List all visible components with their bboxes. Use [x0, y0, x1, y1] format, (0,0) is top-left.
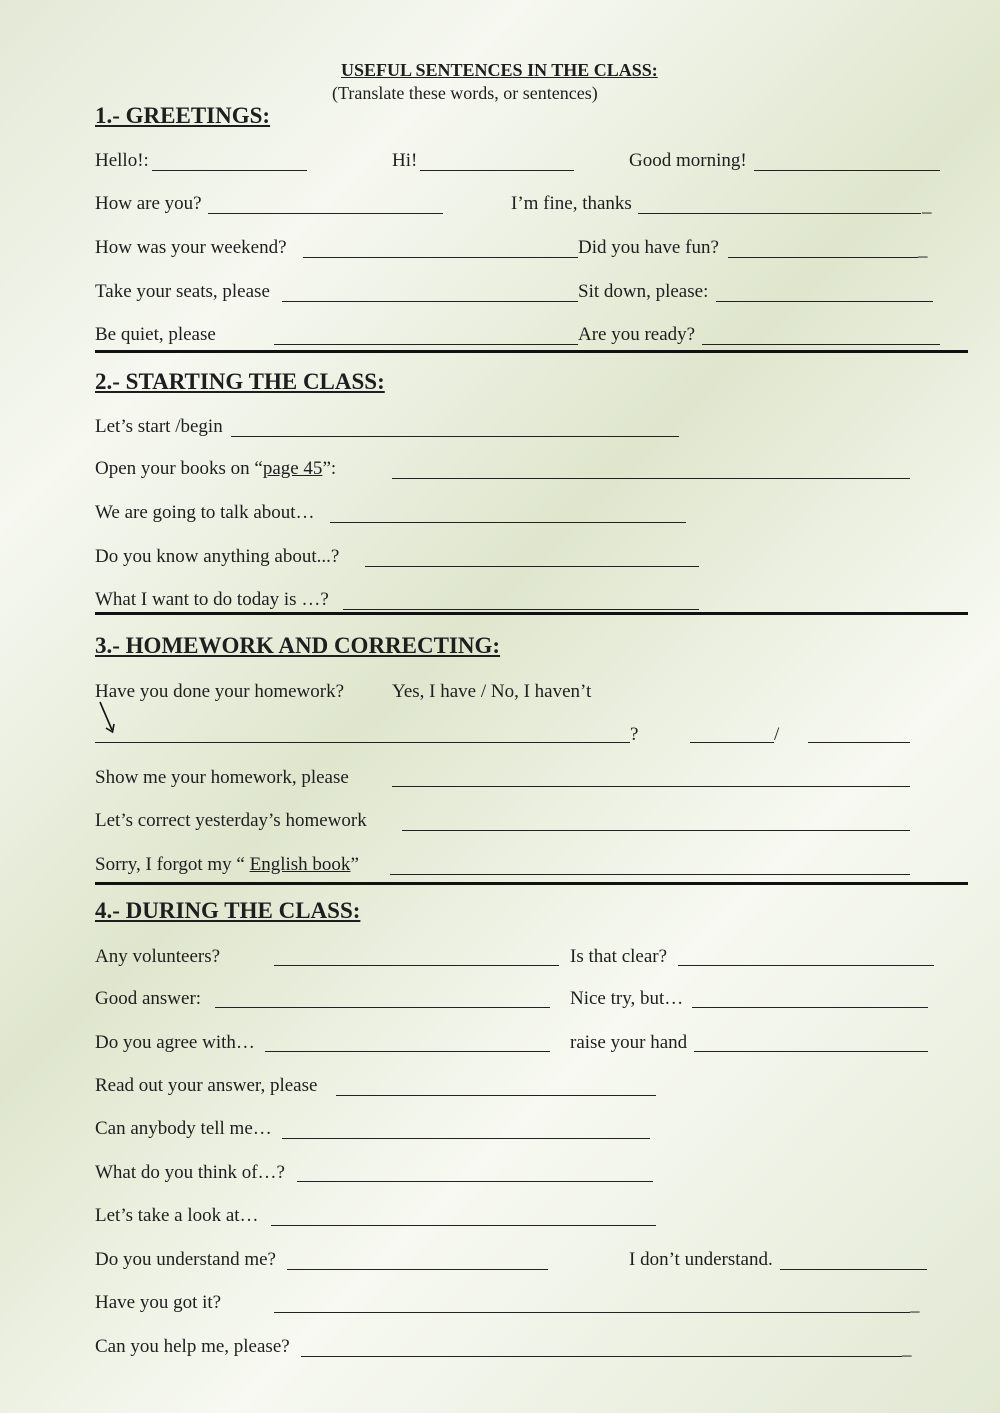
answer-line-help-me[interactable]	[301, 1356, 902, 1357]
page-number: page 45	[262, 458, 323, 479]
prompt-take-seats: Take your seats, please	[95, 281, 270, 302]
prompt-dont-understand: I don’t understand.	[629, 1249, 773, 1270]
answer-line-good-answer[interactable]	[215, 1007, 550, 1008]
prompt-fun: Did you have fun?	[578, 237, 719, 258]
answer-line-open-books[interactable]	[392, 478, 910, 479]
prompt-hello: Hello!:	[95, 150, 149, 171]
prompt-good-answer: Good answer:	[95, 988, 202, 1009]
answer-line-nice-try[interactable]	[692, 1007, 928, 1008]
answer-line-take-seats[interactable]	[282, 301, 578, 302]
prompt-help-me: Can you help me, please?	[95, 1336, 290, 1357]
prompt-be-quiet: Be quiet, please	[95, 324, 216, 345]
answer-line-read-out[interactable]	[336, 1095, 656, 1096]
answer-line-talk-about[interactable]	[330, 522, 686, 523]
prompt-lets-start: Let’s start /begin	[95, 416, 223, 437]
answer-line-hello[interactable]	[152, 170, 307, 171]
answer-line-weekend[interactable]	[303, 257, 578, 258]
prompt-raise-hand: raise your hand	[570, 1032, 688, 1053]
answer-line-volunteers[interactable]	[274, 965, 559, 966]
answer-line-agree-with[interactable]	[265, 1051, 550, 1052]
section-divider	[95, 612, 968, 615]
answer-line-take-a-look[interactable]	[271, 1225, 656, 1226]
answer-line-no[interactable]	[808, 742, 910, 743]
trailing-underscore: _	[902, 1338, 912, 1359]
answer-line-are-you-ready[interactable]	[702, 344, 940, 345]
prompt-anybody-tell: Can anybody tell me…	[95, 1118, 272, 1139]
prompt-sit-down: Sit down, please:	[578, 281, 709, 302]
answer-line-anybody-tell[interactable]	[282, 1138, 650, 1139]
answer-line-be-quiet[interactable]	[274, 344, 578, 345]
trailing-underscore: _	[922, 195, 932, 216]
prompt-know-anything: Do you know anything about...?	[95, 546, 340, 567]
section-heading-homework: 3.- HOMEWORK AND CORRECTING:	[95, 633, 501, 658]
prompt-take-a-look: Let’s take a look at…	[95, 1205, 259, 1226]
forgot-prefix: Sorry, I forgot my “	[95, 854, 250, 875]
prompt-how-are-you: How are you?	[95, 193, 202, 214]
answer-line-think-of[interactable]	[297, 1181, 653, 1182]
prompt-got-it: Have you got it?	[95, 1292, 222, 1313]
prompt-are-you-ready: Are you ready?	[578, 324, 696, 345]
prompt-weekend: How was your weekend?	[95, 237, 287, 258]
prompt-nice-try: Nice try, but…	[570, 988, 684, 1009]
answer-line-yes[interactable]	[690, 742, 774, 743]
answer-line-show-homework[interactable]	[392, 786, 910, 787]
prompt-understand-me: Do you understand me?	[95, 1249, 276, 1270]
answer-line-fun[interactable]	[728, 257, 918, 258]
answer-line-understand-me[interactable]	[287, 1269, 548, 1270]
answer-yes-no: Yes, I have / No, I haven’t	[392, 681, 592, 702]
prompt-volunteers: Any volunteers?	[95, 946, 221, 967]
forgot-item: English book	[249, 854, 351, 875]
open-books-suffix: ”:	[322, 458, 337, 479]
prompt-show-homework: Show me your homework, please	[95, 767, 349, 788]
section-heading-starting: 2.- STARTING THE CLASS:	[95, 369, 385, 394]
answer-line-how-are-you[interactable]	[208, 213, 443, 214]
section-divider	[95, 882, 968, 885]
answer-line-im-fine[interactable]	[638, 213, 921, 214]
answer-line-dont-understand[interactable]	[780, 1269, 927, 1270]
prompt-agree-with: Do you agree with…	[95, 1032, 255, 1053]
trailing-underscore: _	[910, 1294, 920, 1315]
prompt-im-fine: I’m fine, thanks	[511, 193, 632, 214]
slash-separator: /	[774, 724, 780, 745]
prompt-think-of: What do you think of…?	[95, 1162, 285, 1183]
answer-line-raise-hand[interactable]	[694, 1051, 928, 1052]
answer-line-want-to-do[interactable]	[343, 609, 699, 610]
answer-line-is-that-clear[interactable]	[678, 965, 934, 966]
answer-line-hi[interactable]	[420, 170, 574, 171]
prompt-want-to-do: What I want to do today is …?	[95, 589, 329, 610]
prompt-good-morning: Good morning!	[629, 150, 747, 171]
prompt-open-books	[95, 459, 336, 478]
arrow-down-right-icon	[97, 700, 119, 736]
open-books-prefix: Open your books on “	[95, 458, 263, 479]
answer-line-done-homework[interactable]	[95, 742, 630, 743]
answer-line-forgot[interactable]	[390, 874, 910, 875]
question-mark: ?	[630, 724, 639, 745]
answer-line-sit-down[interactable]	[716, 301, 933, 302]
prompt-hi: Hi!	[392, 150, 418, 171]
answer-line-good-morning[interactable]	[754, 170, 940, 171]
section-divider	[95, 350, 968, 353]
prompt-correct-homework: Let’s correct yesterday’s homework	[95, 810, 367, 831]
trailing-underscore: _	[918, 239, 928, 260]
answer-line-got-it[interactable]	[274, 1312, 910, 1313]
prompt-talk-about: We are going to talk about…	[95, 502, 315, 523]
prompt-read-out: Read out your answer, please	[95, 1075, 318, 1096]
worksheet-title: USEFUL SENTENCES IN THE CLASS:	[341, 60, 658, 80]
forgot-suffix: ”	[350, 854, 359, 875]
prompt-done-homework: Have you done your homework?	[95, 681, 345, 702]
section-heading-greetings: 1.- GREETINGS:	[95, 103, 271, 128]
answer-line-know-anything[interactable]	[365, 566, 699, 567]
prompt-forgot	[95, 855, 359, 874]
section-heading-during: 4.- DURING THE CLASS:	[95, 898, 361, 923]
answer-line-correct-homework[interactable]	[402, 830, 910, 831]
answer-line-lets-start[interactable]	[231, 436, 679, 437]
worksheet-subtitle: (Translate these words, or sentences)	[332, 83, 598, 103]
prompt-is-that-clear: Is that clear?	[570, 946, 668, 967]
